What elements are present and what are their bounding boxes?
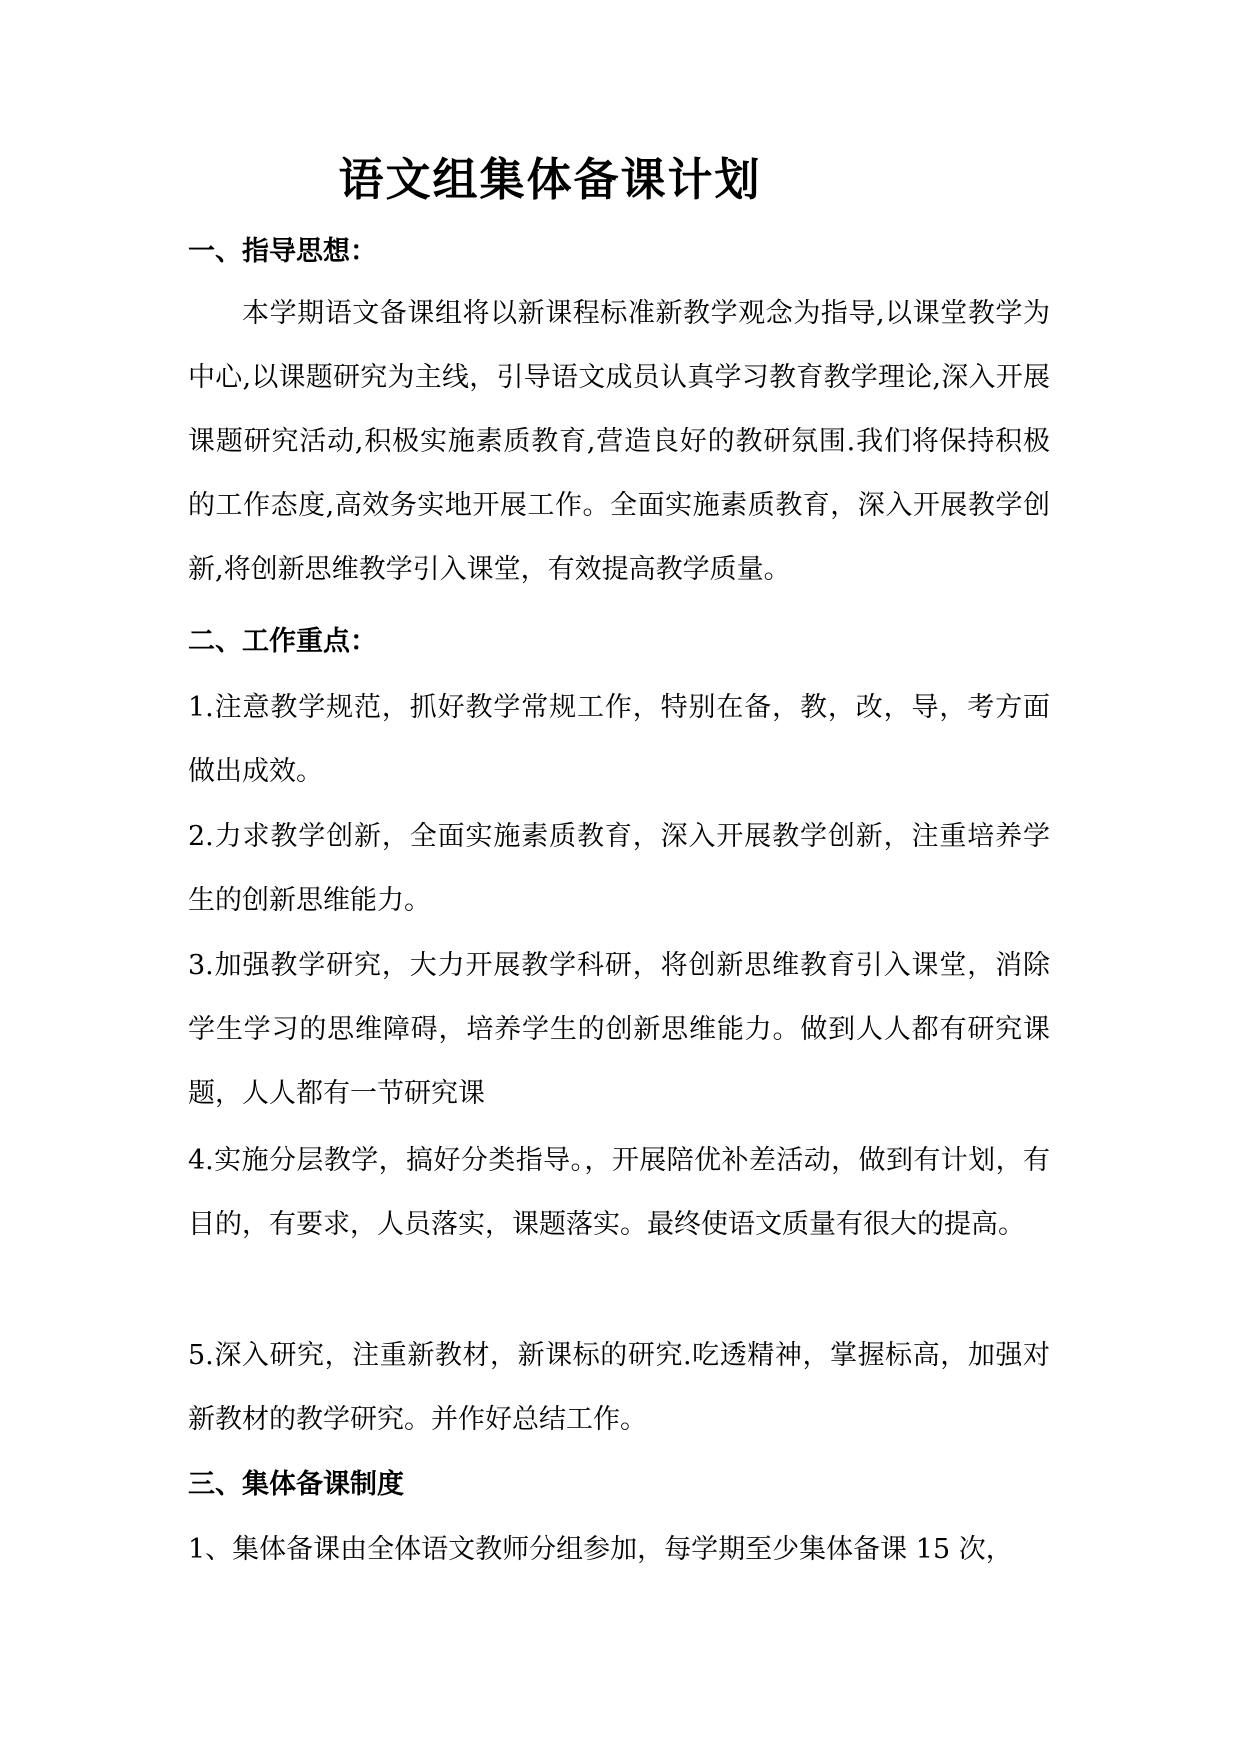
- section-heading-guiding-thought: 一、指导思想：: [188, 236, 377, 267]
- section-heading-collective-prep-system: 三、集体备课制度: [188, 1469, 404, 1500]
- document-title: 语文组集体备课计划: [338, 153, 762, 206]
- work-focus-item-3: 3.加强教学研究，大力开展教学科研，将创新思维教育引入课堂，消除学生学习的思维障碍，培养学生的创新思维能力。做到人人都有研究课题，人人都有一节研究课: [188, 950, 1050, 1109]
- work-focus-item-2: 2.力求教学创新，全面实施素质教育，深入开展教学创新，注重培养学生的创新思维能力。: [188, 821, 1050, 916]
- work-focus-item-1: 1.注意教学规范，抓好教学常规工作，特别在备，教，改，导，考方面做出成效。: [188, 692, 1050, 787]
- guiding-thought-paragraph: 本学期语文备课组将以新课程标准新教学观念为指导,以课堂教学为中心,以课题研究为主线，引导语文成员认真学习教育教学理论,深入开展课题研究活动,积极实施素质教育,营造良好的教研氛围.我们将保持积极的工作态度,高效务实地开展工作。全面实施素质教育，深入开展教学创新,将创新思维教学引入课堂，有效提高教学质量。: [188, 298, 1050, 585]
- work-focus-item-4: 4.实施分层教学，搞好分类指导。，开展陪优补差活动，做到有计划，有目的，有要求，人员落实，课题落实。最终使语文质量有很大的提高。: [188, 1145, 1050, 1240]
- collective-prep-item-1: 1、集体备课由全体语文教师分组参加，每学期至少集体备课 15 次，: [188, 1534, 1013, 1565]
- section-heading-work-focus: 二、工作重点：: [188, 626, 377, 657]
- work-focus-item-5: 5.深入研究，注重新教材，新课标的研究.吃透精神，掌握标高，加强对新教材的教学研究。并作好总结工作。: [188, 1340, 1050, 1435]
